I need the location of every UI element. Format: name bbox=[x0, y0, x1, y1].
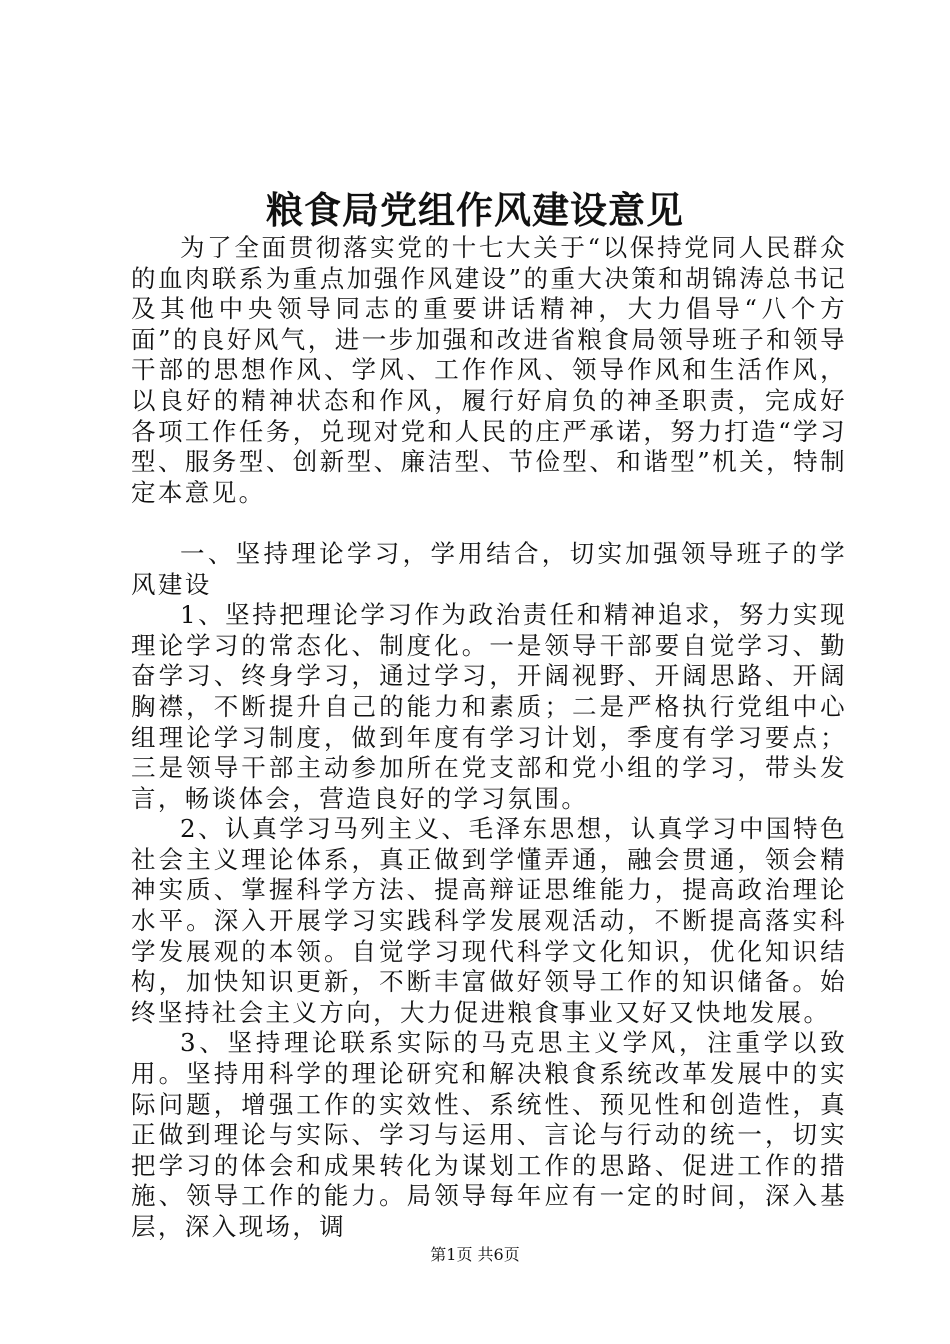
intro-paragraph: 为了全面贯彻落实党的十七大关于“以保持党同人民群众的血肉联系为重点加强作风建设”的重大决策和胡锦涛总书记及其他中央领导同志的重要讲话精神，大力倡导“八个方面”的良好风气，进一步加强和改进省粮食局领导班子和领导干部的思想作风、学风、工作作风、领导作风和生活作风，以良好的精神状态和作风，履行好肩负的神圣职责，完成好各项工作任务，兑现对党和人民的庄严承诺，努力打造“学习型、服务型、创新型、廉洁型、节俭型、和谐型”机关，特制定本意见。 bbox=[131, 233, 847, 507]
page-footer: 第1页 共6页 bbox=[430, 1245, 520, 1264]
document-title: 粮食局党组作风建设意见 bbox=[266, 188, 684, 232]
document-body bbox=[131, 233, 847, 1243]
paragraph-item-3: 3、坚持理论联系实际的马克思主义学风，注重学以致用。坚持用科学的理论研究和解决粮食系统改革发展中的实际问题，增强工作的实效性、系统性、预见性和创造性，真正做到理论与实际、学习与运用、言论与行动的统一，切实把学习的体会和成果转化为谋划工作的思路、促进工作的措施、领导工作的能力。局领导每年应有一定的时间，深入基层，深入现场，调 bbox=[131, 1028, 847, 1241]
section-heading-1: 一、坚持理论学习，学用结合，切实加强领导班子的学风建设 bbox=[131, 538, 847, 599]
paragraph-item-2: 2、认真学习马列主义、毛泽东思想，认真学习中国特色社会主义理论体系，真正做到学懂弄通，融会贯通，领会精神实质、掌握科学方法、提高辩证思维能力，提高政治理论水平。深入开展学习实践科学发展观活动，不断提高落实科学发展观的本领。自觉学习现代科学文化知识，优化知识结构，加快知识更新，不断丰富做好领导工作的知识储备。始终坚持社会主义方向，大力促进粮食事业又好又快地发展。 bbox=[131, 814, 847, 1027]
paragraph-item-1: 1、坚持把理论学习作为政治责任和精神追求，努力实现理论学习的常态化、制度化。一是领导干部要自觉学习、勤奋学习、终身学习，通过学习，开阔视野、开阔思路、开阔胸襟，不断提升自己的能力和素质；二是严格执行党组中心组理论学习制度，做到年度有学习计划，季度有学习要点；三是领导干部主动参加所在党支部和党小组的学习，带头发言，畅谈体会，营造良好的学习氛围。 bbox=[131, 600, 847, 813]
